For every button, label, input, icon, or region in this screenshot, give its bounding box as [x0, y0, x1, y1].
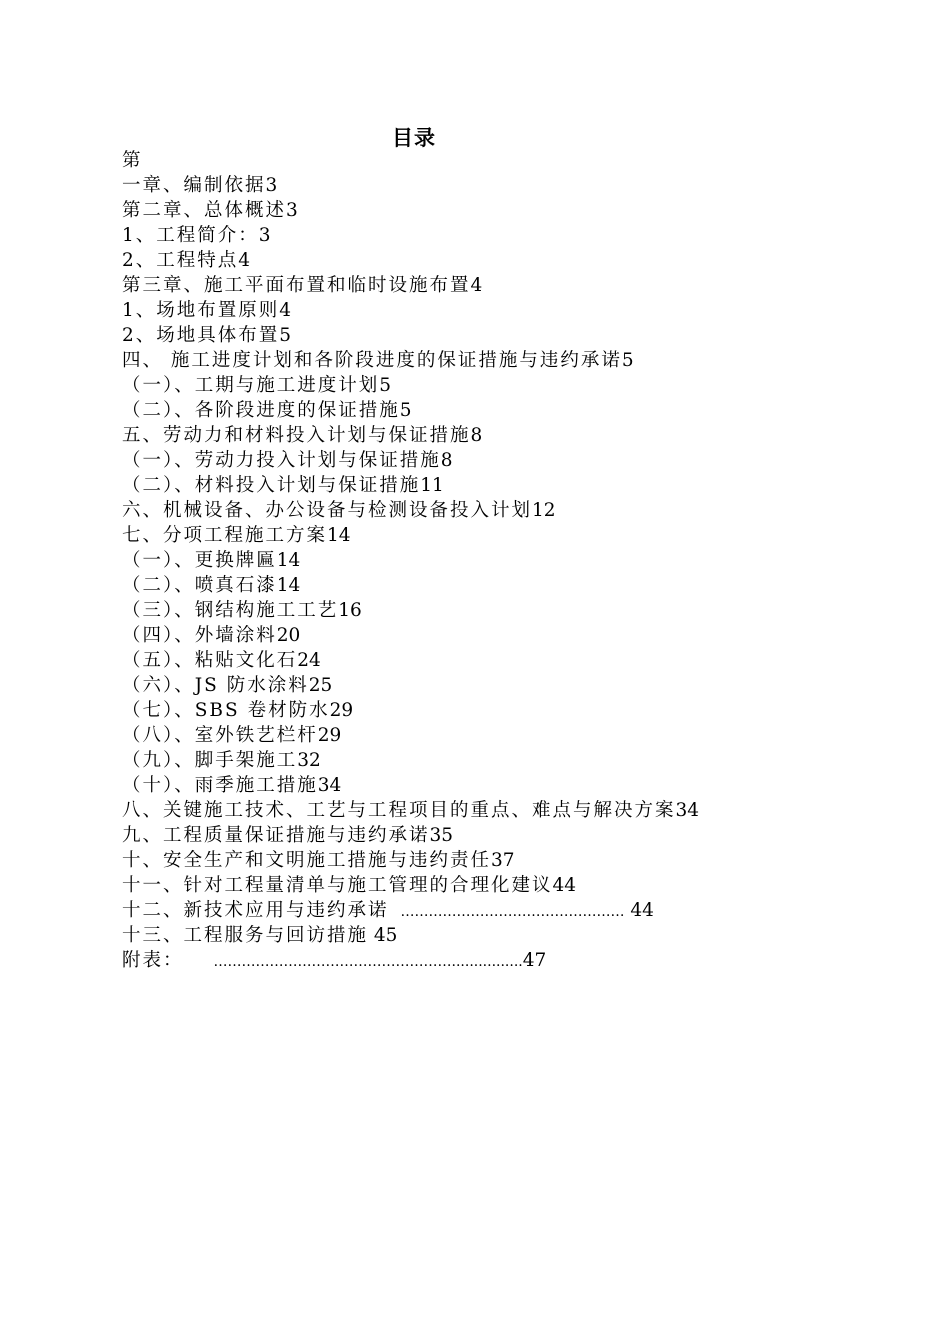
toc-entry-text: （一）、工期与施工进度计划: [122, 375, 380, 396]
toc-entry[interactable]: [122, 273, 822, 298]
toc-entry-text: 一章、编制依据: [122, 175, 266, 196]
toc-entry-page: 34: [317, 775, 342, 796]
toc-entry-page: 8: [440, 450, 453, 471]
toc-entry[interactable]: [122, 948, 822, 973]
toc-entry[interactable]: [122, 773, 822, 798]
toc-dot-leader-secondary: ................: [451, 954, 523, 970]
toc-entry[interactable]: [122, 523, 822, 548]
toc-entry[interactable]: [122, 198, 822, 223]
toc-entry[interactable]: [122, 173, 822, 198]
toc-entry[interactable]: [122, 598, 822, 623]
toc-entry-page: 3: [258, 225, 271, 246]
toc-entry-text: 附表：: [122, 950, 184, 971]
toc-entry-page: 34: [675, 800, 700, 821]
toc-entry-page: 14: [276, 575, 301, 596]
toc-entry-text: 十二、新技术应用与违约承诺: [122, 900, 389, 921]
toc-entry[interactable]: [122, 848, 822, 873]
toc-entry-text: （二）、喷真石漆: [122, 575, 277, 596]
toc-entry-page: 24: [297, 650, 321, 671]
toc-entry-page: 44: [624, 900, 654, 921]
toc-dot-leader: ……………………………………………: [213, 954, 452, 970]
toc-entry[interactable]: [122, 498, 822, 523]
toc-entry-page: 47: [522, 950, 547, 971]
toc-entry[interactable]: [122, 823, 822, 848]
toc-entry[interactable]: [122, 898, 822, 923]
toc-entry[interactable]: [122, 573, 822, 598]
toc-entry-page: 5: [621, 350, 634, 371]
toc-entry-text: 1、工程简介：: [122, 225, 259, 246]
toc-entry-text: （六）、JS 防水涂料: [122, 675, 309, 696]
toc-entry-text: 四、 施工进度计划和各阶段进度的保证措施与违约承诺: [122, 350, 622, 371]
toc-entry[interactable]: [122, 748, 822, 773]
table-of-contents: [122, 148, 822, 973]
toc-dot-leader: …………………………………………: [400, 904, 625, 920]
toc-entry-text: 八、关键施工技术、工艺与工程项目的重点、难点与解决方案: [122, 800, 676, 821]
toc-entry-page: 3: [286, 200, 298, 221]
toc-entry[interactable]: [122, 148, 822, 173]
toc-entry-text: （二）、各阶段进度的保证措施: [122, 400, 400, 421]
toc-entry-text: 七、分项工程施工方案: [122, 525, 328, 546]
toc-entry-page: 25: [308, 675, 333, 696]
toc-entry-text: 六、机械设备、办公设备与检测设备投入计划: [122, 500, 533, 521]
toc-entry[interactable]: [122, 873, 822, 898]
toc-entry-page: 11: [420, 475, 444, 496]
toc-entry[interactable]: [122, 623, 822, 648]
toc-entry-page: 44: [552, 875, 577, 896]
toc-entry-page: 5: [279, 325, 292, 346]
toc-entry-text: （十）、雨季施工措施: [122, 775, 318, 796]
toc-entry-page: 8: [470, 425, 483, 446]
toc-entry-text: （五）、粘贴文化石: [122, 650, 298, 671]
toc-entry-text: （二）、材料投入计划与保证措施: [122, 475, 421, 496]
toc-entry-text: 十三、工程服务与回访措施: [122, 925, 369, 946]
toc-entry-text: （三）、钢结构施工工艺: [122, 600, 339, 621]
toc-entry-text: （一）、更换牌匾: [122, 550, 277, 571]
toc-entry[interactable]: [122, 723, 822, 748]
toc-entry-page: 29: [329, 700, 354, 721]
toc-entry-page: 20: [276, 625, 301, 646]
toc-entry-text: 2、工程特点: [122, 250, 239, 271]
toc-entry-page: 14: [327, 525, 351, 546]
toc-entry-page: 35: [429, 825, 454, 846]
toc-entry-text: （七）、SBS 卷材防水: [122, 700, 330, 721]
toc-entry-page: 45: [368, 925, 398, 946]
toc-entry-text: （一）、劳动力投入计划与保证措施: [122, 450, 441, 471]
toc-entry[interactable]: [122, 348, 822, 373]
toc-entry[interactable]: [122, 223, 822, 248]
toc-entry-page: 4: [238, 250, 251, 271]
toc-entry-page: 5: [379, 375, 392, 396]
toc-title: 目录: [392, 125, 436, 150]
toc-entry-text: 2、场地具体布置: [122, 325, 280, 346]
toc-entry[interactable]: [122, 448, 822, 473]
toc-entry-text: 十一、针对工程量清单与施工管理的合理化建议: [122, 875, 553, 896]
toc-entry-text: （四）、外墙涂料: [122, 625, 277, 646]
toc-entry[interactable]: [122, 648, 822, 673]
toc-entry-text: 十、安全生产和文明施工措施与违约责任: [122, 850, 492, 871]
toc-entry-text: 1、场地布置原则: [122, 300, 280, 321]
toc-entry[interactable]: [122, 298, 822, 323]
toc-entry[interactable]: [122, 548, 822, 573]
toc-entry-text: 五、劳动力和材料投入计划与保证措施: [122, 425, 471, 446]
toc-entry-text: （九）、脚手架施工: [122, 750, 298, 771]
toc-entry[interactable]: [122, 423, 822, 448]
toc-entry-page: 4: [470, 275, 483, 296]
toc-entry-text: （八）、室外铁艺栏杆: [122, 725, 318, 746]
toc-entry[interactable]: [122, 698, 822, 723]
toc-entry-page: 32: [297, 750, 321, 771]
toc-entry-text: 第三章、施工平面布置和临时设施布置: [122, 275, 471, 296]
toc-entry-page: 4: [279, 300, 292, 321]
toc-entry-page: 3: [265, 175, 278, 196]
toc-entry[interactable]: [122, 323, 822, 348]
toc-entry-page: 14: [276, 550, 301, 571]
toc-entry-page: 16: [338, 600, 362, 621]
toc-entry[interactable]: [122, 673, 822, 698]
toc-entry[interactable]: [122, 398, 822, 423]
toc-entry[interactable]: [122, 373, 822, 398]
toc-entry-page: 37: [491, 850, 515, 871]
toc-entry[interactable]: [122, 248, 822, 273]
toc-entry-page: 29: [317, 725, 342, 746]
toc-entry[interactable]: [122, 473, 822, 498]
toc-entry-page: 12: [532, 500, 556, 521]
toc-entry[interactable]: [122, 923, 822, 948]
toc-entry[interactable]: [122, 798, 822, 823]
toc-entry-text: 九、工程质量保证措施与违约承诺: [122, 825, 430, 846]
toc-entry-page: 5: [399, 400, 412, 421]
toc-entry-text: 第: [122, 150, 143, 171]
toc-entry-text: 第二章、总体概述: [122, 200, 287, 221]
